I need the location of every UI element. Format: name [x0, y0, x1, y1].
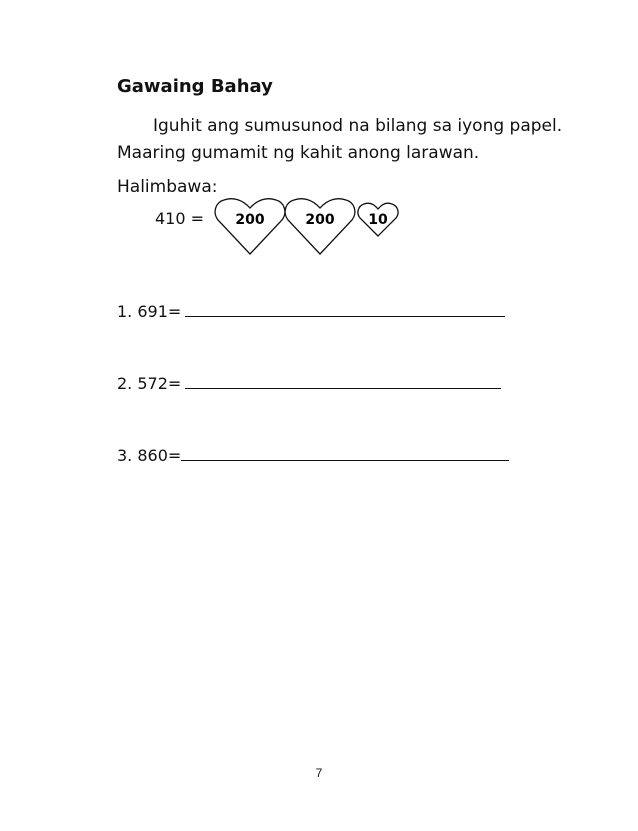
example-hearts	[214, 196, 404, 258]
page-number: 7	[315, 766, 323, 780]
question-2-label: 2. 572=	[117, 374, 182, 393]
question-3	[117, 444, 509, 465]
page-title: Gawaing Bahay	[117, 76, 273, 97]
example-label: Halimbawa:	[117, 177, 218, 197]
question-1-answer-line[interactable]	[185, 300, 505, 317]
question-3-answer-line[interactable]	[181, 444, 509, 461]
question-1	[117, 300, 505, 321]
heart-label-2: 200	[305, 212, 335, 228]
example-equation: 410 =	[155, 209, 205, 228]
question-3-label: 3. 860=	[117, 446, 182, 465]
question-1-label: 1. 691=	[117, 302, 182, 321]
question-2	[117, 372, 501, 393]
heart-label-1: 200	[235, 212, 265, 228]
question-2-answer-line[interactable]	[185, 372, 501, 389]
instruction-line-1: Iguhit ang sumusunod na bilang sa iyong papel.	[153, 116, 563, 136]
heart-label-3: 10	[368, 212, 388, 228]
instruction-line-2: Maaring gumamit ng kahit anong larawan.	[117, 143, 480, 163]
